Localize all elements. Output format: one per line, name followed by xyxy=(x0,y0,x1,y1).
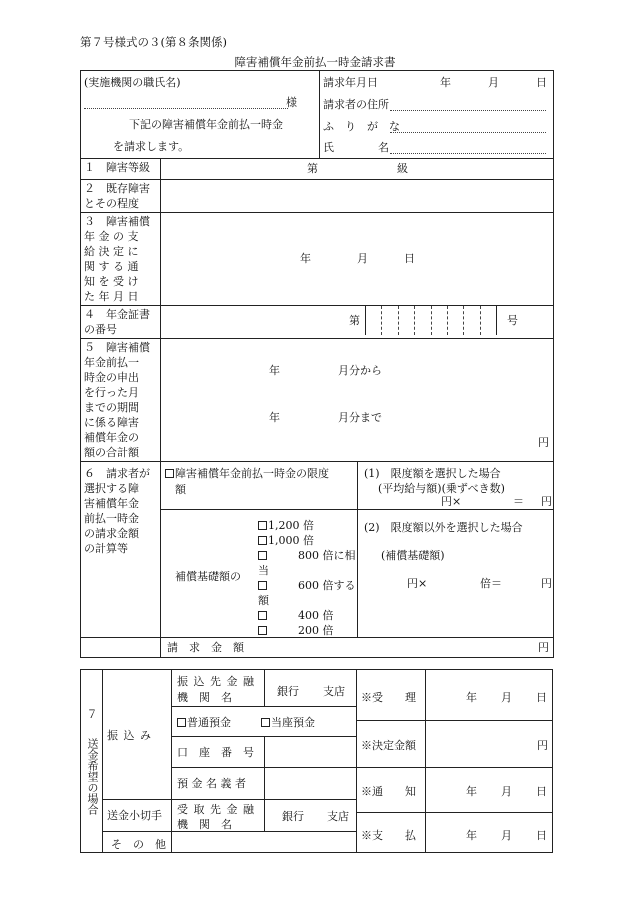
hline xyxy=(102,799,356,800)
shiharai-day: 日 xyxy=(536,829,547,842)
r3-label-line: ３ 障害補償 xyxy=(84,215,150,228)
hline xyxy=(356,812,553,813)
toza-option[interactable] xyxy=(261,714,315,730)
bank-name-label-2: 機 関 名 xyxy=(177,691,232,704)
opt-600[interactable] xyxy=(258,578,356,593)
r3-year: 年 xyxy=(300,252,311,265)
hline xyxy=(356,720,553,721)
opt-label: 600 倍する xyxy=(298,579,356,592)
request-text-2: を請求します。 xyxy=(113,140,190,153)
page-title: 障害補償年金前払一時金請求書 xyxy=(234,55,396,69)
institution-field[interactable] xyxy=(84,95,288,109)
limit-checkbox[interactable] xyxy=(165,469,174,478)
request-text-1: 下記の障害補償年金前払一時金 xyxy=(129,118,283,131)
date-year: 年 xyxy=(440,76,451,89)
r3-label-line: 年 金 の 支 xyxy=(84,230,139,243)
r5-label-line: 時金の申出 xyxy=(84,371,139,384)
opt-1200[interactable] xyxy=(258,518,356,533)
applicant-cell xyxy=(320,71,554,159)
opt-800[interactable] xyxy=(258,548,356,563)
addressee-cell xyxy=(81,71,320,159)
r2-label xyxy=(81,180,161,213)
bank-ginko: 銀行 xyxy=(277,685,299,698)
r6-value xyxy=(161,462,554,638)
case2-sub: (補償基礎額) xyxy=(381,549,445,562)
opt-1000[interactable] xyxy=(258,533,356,548)
bank-name-label-1: 振 込 先 金 融 xyxy=(177,675,255,688)
vline xyxy=(102,670,103,852)
opt-label: 400 倍 xyxy=(298,609,334,622)
vline xyxy=(171,670,172,852)
hline xyxy=(171,736,356,737)
tsuchi-label: ※通 知 xyxy=(361,785,416,798)
uketori-label: ※受 理 xyxy=(361,691,416,704)
r3-label-line: 知 を 受 け xyxy=(84,275,139,288)
r1-dai: 第 xyxy=(307,162,318,175)
toza-label: 当座預金 xyxy=(271,716,315,729)
r5-label-line: ５ 障害補償 xyxy=(84,341,150,354)
r3-month: 月 xyxy=(357,252,368,265)
hline xyxy=(356,767,553,768)
futsu-label: 普通預金 xyxy=(187,716,231,729)
kogitte-label: 送金小切手 xyxy=(107,809,162,822)
recv-shiten: 支店 xyxy=(327,810,349,823)
recv-ginko: 銀行 xyxy=(282,810,304,823)
vline xyxy=(425,670,426,852)
r5-label-line: を行った月 xyxy=(84,386,139,399)
kettei-yen: 円 xyxy=(537,739,548,752)
r5-to-month: 月分まで xyxy=(338,411,382,424)
opt-label: 200 倍 xyxy=(298,624,334,637)
total-label: 請 求 金 額 xyxy=(167,641,244,654)
furigana-field[interactable] xyxy=(390,119,546,133)
case1-eq: ＝ xyxy=(513,495,524,508)
r3-value[interactable] xyxy=(161,213,554,306)
tsuchi-month: 月 xyxy=(501,785,512,798)
r6-label-line: 前払一時金 xyxy=(84,512,139,525)
checkbox[interactable] xyxy=(258,581,267,590)
case2-yen: 円× xyxy=(407,577,428,590)
opt-800-cont: 当 xyxy=(258,564,269,577)
opt-400[interactable] xyxy=(258,608,356,623)
multiplier-options xyxy=(258,518,356,638)
r6-divider xyxy=(357,462,358,638)
checkbox[interactable] xyxy=(258,611,267,620)
r5-label-line: 年金前払一 xyxy=(84,356,139,369)
r4-dai: 第 xyxy=(349,314,360,327)
r6-label-line: 選択する障 xyxy=(84,482,139,495)
r2-label-2: とその程度 xyxy=(84,197,139,210)
hline xyxy=(171,767,356,768)
futsu-option[interactable] xyxy=(177,714,231,730)
total-spacer xyxy=(81,638,161,658)
r5-from-year: 年 xyxy=(269,364,280,377)
r3-label-line: 給 決 定 に xyxy=(84,245,139,258)
r3-label-line: 関 す る 通 xyxy=(84,260,139,273)
opt-600-cont: 額 xyxy=(258,594,269,607)
section-num: ７ xyxy=(86,708,98,721)
opt-label: 800 倍に相 xyxy=(298,549,356,562)
checkbox[interactable] xyxy=(258,521,267,530)
base-label: 補償基礎額の xyxy=(175,570,241,583)
name-label-1: 氏 xyxy=(323,141,334,154)
bank-shiten: 支店 xyxy=(323,685,345,698)
limit-text-1: 障害補償年金前払一時金の限度 xyxy=(175,467,329,480)
section-label xyxy=(83,708,101,826)
tsuchi-year: 年 xyxy=(466,785,477,798)
r5-label xyxy=(81,339,161,462)
shiharai-label: ※支 払 xyxy=(361,829,416,842)
r3-label xyxy=(81,213,161,306)
r6-label xyxy=(81,462,161,638)
r4-value[interactable] xyxy=(161,306,554,339)
case1-sub: (平均給与額)(乗ずべき数) xyxy=(378,482,505,495)
r6-label-line: 害補償年金 xyxy=(84,497,139,510)
r6-label-line: の計算等 xyxy=(84,542,128,555)
r5-value[interactable] xyxy=(161,339,554,462)
furigana-label: ふ り が な xyxy=(323,120,400,133)
date-day: 日 xyxy=(536,76,547,89)
date-month: 月 xyxy=(488,76,499,89)
r2-label-1: ２ 既存障害 xyxy=(84,182,150,195)
total-yen: 円 xyxy=(538,641,549,654)
checkbox[interactable] xyxy=(258,626,267,635)
recv-label-1: 受 取 先 金 融 xyxy=(177,803,255,816)
vline xyxy=(264,799,265,831)
kettei-label: ※決定金額 xyxy=(361,739,416,752)
opt-label: 1,000 倍 xyxy=(268,534,314,547)
uketori-month: 月 xyxy=(501,691,512,704)
date-label: 請求年月日 xyxy=(323,76,378,89)
r4-label-2: の番号 xyxy=(84,323,117,336)
uketori-year: 年 xyxy=(466,691,477,704)
r3-day: 日 xyxy=(404,252,415,265)
opt-200[interactable] xyxy=(258,623,356,638)
case1-yen: 円× xyxy=(441,495,462,508)
institution-label: (実施機関の職氏名) xyxy=(84,76,181,89)
r5-to-year: 年 xyxy=(269,411,280,424)
r5-label-line: 補償年金の xyxy=(84,431,139,444)
r1-label: １ 障害等級 xyxy=(81,159,161,180)
name-label-2: 名 xyxy=(378,141,389,154)
checkbox[interactable] xyxy=(258,551,267,560)
checkbox[interactable] xyxy=(177,718,186,727)
r1-kyu: 級 xyxy=(397,162,408,175)
address-label: 請求者の住所 xyxy=(323,98,389,111)
r5-label-line: 額の合計額 xyxy=(84,446,139,459)
r4-label-1: ４ 年金証書 xyxy=(84,308,150,321)
vline xyxy=(264,670,265,706)
r1-value[interactable] xyxy=(161,159,554,180)
form-id: 第７号様式の３(第８条関係) xyxy=(80,35,227,49)
tsuchi-day: 日 xyxy=(536,785,547,798)
other-label: そ の 他 xyxy=(111,838,166,851)
r2-value[interactable] xyxy=(161,180,554,213)
r5-yen: 円 xyxy=(538,436,549,449)
r6-hline xyxy=(161,509,554,510)
checkbox[interactable] xyxy=(261,718,270,727)
case1-title: (1) 限度額を選択した場合 xyxy=(364,467,501,480)
case2-bai: 倍＝ xyxy=(480,577,502,590)
furikomi-label: 振 込 み xyxy=(107,729,152,742)
checkbox[interactable] xyxy=(258,536,267,545)
r6-label-line: の請求金額 xyxy=(84,527,139,540)
sama-label: 様 xyxy=(286,96,297,109)
recv-label-2: 機 関 名 xyxy=(177,818,232,831)
case2-title: (2) 限度額以外を選択した場合 xyxy=(364,521,523,534)
opt-label: 1,200 倍 xyxy=(268,519,314,532)
account-holder-label: 預 金 名 義 者 xyxy=(177,777,246,790)
r3-label-line: た 年 月 日 xyxy=(84,290,139,303)
shiharai-year: 年 xyxy=(466,829,477,842)
address-field[interactable] xyxy=(390,97,546,111)
certificate-number-boxes[interactable] xyxy=(365,306,497,335)
hline xyxy=(171,706,356,707)
bank-section xyxy=(80,669,553,853)
uketori-day: 日 xyxy=(536,691,547,704)
limit-option[interactable] xyxy=(165,466,329,481)
r5-from-month: 月分から xyxy=(338,364,382,377)
shiharai-month: 月 xyxy=(501,829,512,842)
account-number-label: 口 座 番 号 xyxy=(177,746,254,759)
case1-yen2: 円 xyxy=(541,495,552,508)
r5-label-line: に係る障害 xyxy=(84,416,139,429)
r4-label xyxy=(81,306,161,339)
case2-yen2: 円 xyxy=(541,577,552,590)
r6-label-line: ６ 請求者が xyxy=(84,467,150,480)
total-row[interactable] xyxy=(161,638,554,658)
vline xyxy=(356,670,357,852)
r5-label-line: までの期間 xyxy=(84,401,139,414)
section-text: 送金希望の場合 xyxy=(86,737,99,815)
name-field[interactable] xyxy=(390,140,546,154)
request-form-table xyxy=(80,70,554,658)
r4-go: 号 xyxy=(507,314,518,327)
limit-text-2: 額 xyxy=(175,483,186,496)
